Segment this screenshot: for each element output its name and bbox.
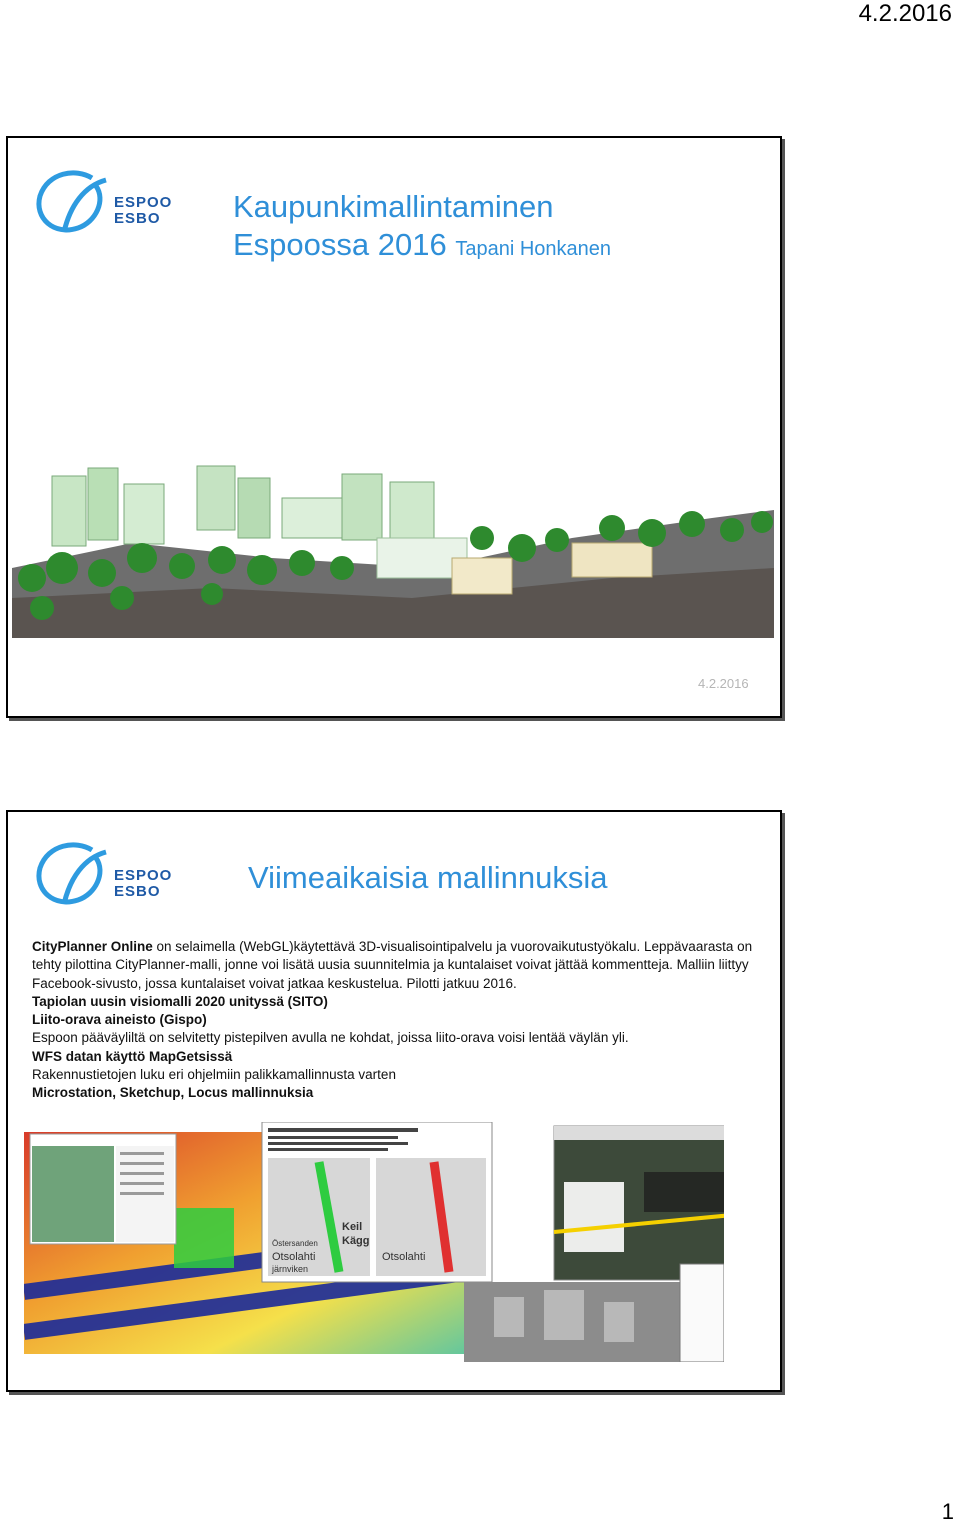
title-year: Espoossa 2016 [233, 227, 447, 262]
title-line-1: Kaupunkimallintaminen [233, 189, 554, 224]
paragraph-cityplanner [32, 938, 772, 993]
line-wfs: WFS datan käyttö MapGetsissä [32, 1048, 233, 1064]
map-label-otsolahti-1: Otsolahti [272, 1251, 316, 1263]
page-number: 1 [941, 1499, 954, 1524]
line-liito-orava: Liito-orava aineisto (Gispo) [32, 1012, 207, 1028]
map-label-keil: Keil [342, 1221, 363, 1233]
map-label-jarnviken: järnviken [272, 1264, 309, 1274]
slide-date: 4.2.2016 [698, 676, 749, 691]
line-rakennustiedot: Rakennustietojen luku eri ohjelmiin palikkamallinnusta varten [32, 1067, 396, 1083]
slide-1 [6, 136, 782, 718]
espoo-logo [34, 166, 114, 245]
logo-text [114, 195, 172, 227]
map-label-kagg: Kägg [342, 1235, 370, 1247]
cityplanner-label: CityPlanner Online [32, 939, 153, 954]
slide-2 [6, 810, 782, 1392]
slide-title: Viimeaikaisia mallinnuksia [248, 860, 608, 895]
header-date: 4.2.2016 [858, 0, 952, 27]
slide-body [32, 938, 772, 1103]
map-label-ostersanden: Östersanden [272, 1239, 318, 1248]
city-3d-scene-image [12, 448, 774, 638]
example-screenshots-collage [24, 1122, 724, 1362]
logo-line-2: ESBO [114, 210, 161, 227]
cityplanner-text: on selaimella (WebGL)käytettävä 3D-visualisointipalvelu ja vuorovaikutustyökalu. Leppävaarasta on tehty pilottina CityPlanner-malli, jonne voi lisätä uusia suunnitelmia ja kuntalaiset voivat jättää kommentteja. Malliin liittyy Facebook-sivusto, jossa kuntalaiset voivat jatkaa keskustelua. Pilotti jatkuu 2016. [32, 939, 753, 991]
espoo-logo-icon [34, 838, 114, 912]
logo-line-2: ESBO [114, 883, 161, 900]
line-mallinnuksia: Microstation, Sketchup, Locus mallinnuksia [32, 1085, 314, 1101]
author: Tapani Honkanen [455, 238, 612, 260]
logo-line-1: ESPOO [114, 194, 173, 211]
espoo-logo [34, 838, 114, 917]
logo-text [114, 868, 172, 900]
slide-title [233, 188, 611, 268]
title-line-2 [233, 226, 611, 268]
map-label-otsolahti-2: Otsolahti [382, 1251, 426, 1263]
line-paavaylat: Espoon pääväyliltä on selvitetty pistepilven avulla ne kohdat, joissa liito-orava voisi lentää väylän yli. [32, 1030, 629, 1046]
line-tapiola: Tapiolan uusin visiomalli 2020 unityssä (SITO) [32, 993, 328, 1009]
espoo-logo-icon [34, 166, 114, 240]
logo-line-1: ESPOO [114, 867, 173, 884]
